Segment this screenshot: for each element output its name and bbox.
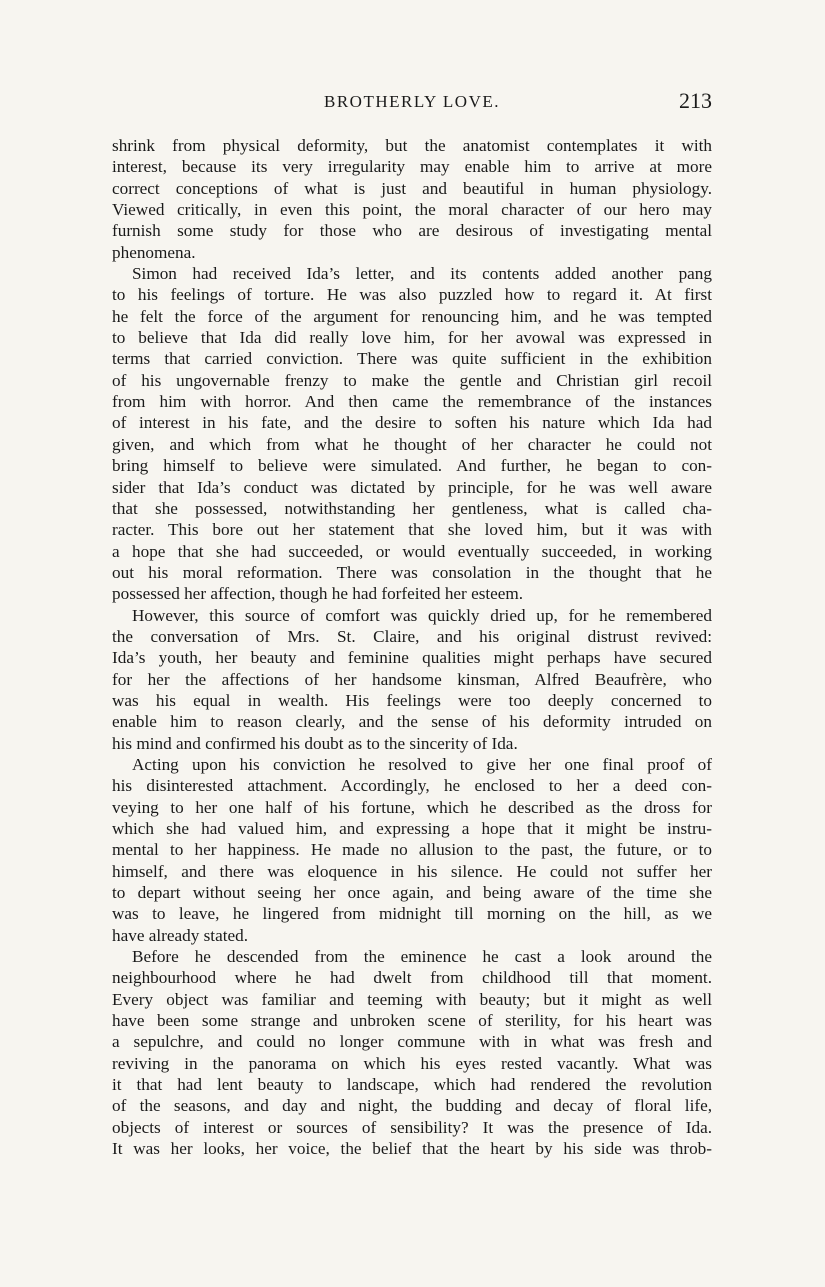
text-line: of the seasons, and day and night, the budding and decay of floral life, — [112, 1096, 712, 1116]
text-line: his mind and confirmed his doubt as to the sincerity of Ida. — [112, 733, 518, 753]
text-line: was to leave, he lingered from midnight till morning on the hill, as we — [112, 904, 712, 924]
text-line: neighbourhood where he had dwelt from childhood till that moment. — [112, 968, 712, 988]
text-line: Ida’s youth, her beauty and feminine qualities might perhaps have secured — [112, 648, 712, 668]
text-line: have been some strange and unbroken scene of sterility, for his heart was — [112, 1011, 712, 1031]
text-line: correct conceptions of what is just and beautiful in human physiology. — [112, 178, 712, 198]
text-line: veying to her one half of his fortune, which he described as the dross for — [112, 797, 712, 817]
text-line: himself, and there was eloquence in his silence. He could not suffer her — [112, 861, 712, 881]
text-line: of interest in his fate, and the desire to soften his nature which Ida had — [112, 413, 712, 433]
text-line: terms that carried conviction. There was quite sufficient in the exhibition — [112, 349, 712, 369]
body-text — [112, 135, 712, 1160]
text-line: It was her looks, her voice, the belief that the heart by his side was throb- — [112, 1139, 712, 1159]
text-line: to his feelings of torture. He was also puzzled how to regard it. At first — [112, 285, 712, 305]
text-line: racter. This bore out her statement that she loved him, but it was with — [112, 520, 712, 540]
text-line: to depart without seeing her once again, and being aware of the time she — [112, 883, 712, 903]
text-line: shrink from physical deformity, but the anatomist contemplates it with — [112, 136, 712, 155]
text-line: mental to her happiness. He made no allusion to the past, the future, or to — [112, 840, 712, 860]
text-line: Every object was familiar and teeming with beauty; but it might as well — [112, 989, 712, 1009]
text-line: bring himself to believe were simulated. And further, he began to con- — [112, 456, 712, 476]
text-line: from him with horror. And then came the remembrance of the instances — [112, 392, 712, 412]
text-line: the conversation of Mrs. St. Claire, and his original distrust revived: — [112, 626, 712, 646]
text-line: interest, because its very irregularity may enable him to arrive at more — [112, 157, 712, 177]
text-line: to believe that Ida did really love him, for her avowal was expressed in — [112, 328, 712, 348]
text-line: furnish some study for those who are desirous of investigating mental — [112, 221, 712, 241]
page-number: 213 — [679, 88, 712, 113]
text-line: objects of interest or sources of sensibility? It was the presence of Ida. — [112, 1117, 712, 1137]
text-line: reviving in the panorama on which his eyes rested vacantly. What was — [112, 1053, 712, 1073]
text-line: enable him to reason clearly, and the sense of his deformity intruded on — [112, 712, 712, 732]
text-line: sider that Ida’s conduct was dictated by principle, for he was well aware — [112, 477, 712, 497]
text-line: given, and which from what he thought of her character he could not — [112, 434, 712, 454]
text-line: have already stated. — [112, 925, 248, 945]
running-header — [112, 88, 712, 116]
text-line: for her the affections of her handsome kinsman, Alfred Beaufrère, who — [112, 669, 712, 689]
text-line: a sepulchre, and could no longer commune with in what was fresh and — [112, 1032, 712, 1052]
text-line: Viewed critically, in even this point, the moral character of our hero may — [112, 200, 712, 220]
text-line: his disinterested attachment. Accordingly, he enclosed to her a deed con- — [112, 776, 712, 796]
text-line: a hope that she had succeeded, or would eventually succeeded, in working — [112, 541, 712, 561]
running-title: BROTHERLY LOVE. — [324, 92, 500, 111]
text-line: which she had valued him, and expressing a hope that it might be instru- — [112, 819, 712, 838]
text-line: possessed her affection, though he had forfeited her esteem. — [112, 584, 524, 604]
text-line: was his equal in wealth. His feelings were too deeply concerned to — [112, 690, 712, 710]
text-line: However, this source of comfort was quickly dried up, for he remembered — [132, 605, 712, 625]
text-line: out his moral reformation. There was consolation in the thought that he — [112, 562, 712, 582]
text-line: of his ungovernable frenzy to make the gentle and Christian girl recoil — [112, 370, 712, 390]
text-line: Simon had received Ida’s letter, and its contents added another pang — [132, 264, 712, 284]
text-line: it that had lent beauty to landscape, which had rendered the revolution — [112, 1075, 712, 1095]
text-line: Before he descended from the eminence he cast a look around the — [132, 947, 712, 967]
text-line: phenomena. — [112, 242, 196, 262]
text-line: he felt the force of the argument for renouncing him, and he was tempted — [112, 306, 712, 326]
text-line: Acting upon his conviction he resolved to give her one final proof of — [132, 754, 712, 774]
text-line: that she possessed, notwithstanding her gentleness, what is called cha- — [112, 498, 712, 518]
